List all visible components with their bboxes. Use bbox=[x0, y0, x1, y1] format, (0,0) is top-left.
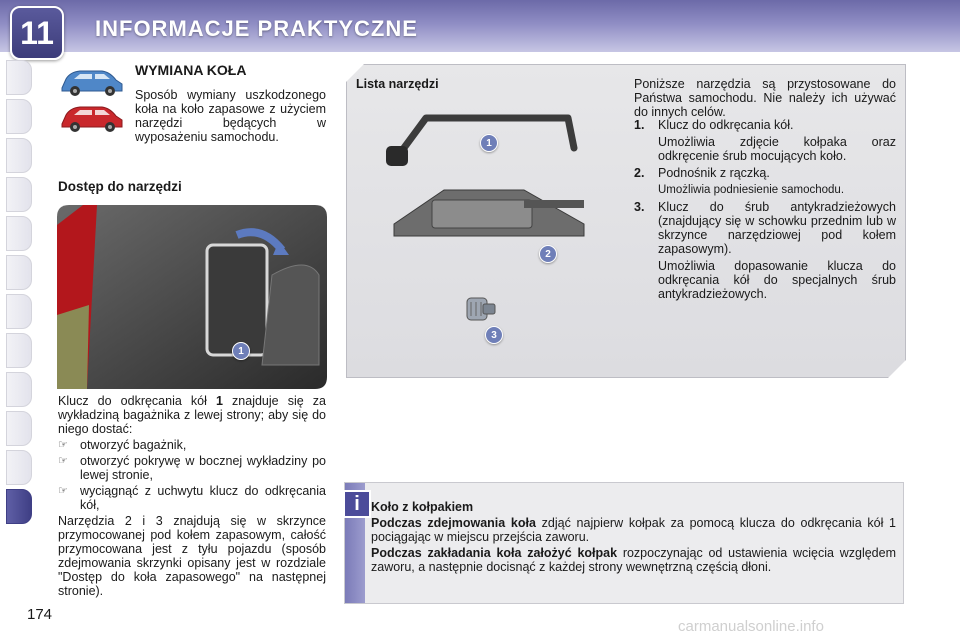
chapter-tab[interactable] bbox=[6, 294, 32, 329]
access-paragraph-1-pre: Klucz do odkręcania kół bbox=[58, 394, 216, 408]
access-paragraph-1 bbox=[58, 394, 326, 436]
tool-item bbox=[634, 166, 896, 180]
pointing-hand-icon: ☞ bbox=[58, 485, 68, 497]
tool-item-number: 3. bbox=[634, 200, 645, 214]
chapter-tab[interactable] bbox=[6, 138, 32, 173]
chapter-tab[interactable] bbox=[6, 177, 32, 212]
trunk-illustration bbox=[57, 205, 327, 389]
tool-badge-1: 1 bbox=[480, 134, 498, 152]
section-intro bbox=[58, 88, 326, 144]
chapter-tab[interactable] bbox=[6, 99, 32, 134]
tool-item bbox=[634, 118, 896, 132]
tool-item-label: Klucz do śrub antykradzieżowych (znajdujący się w schowku przednim lub w skrzynce narzędziowej pod kołem zapasowym). bbox=[658, 200, 896, 256]
tool-badge-3: 3 bbox=[485, 326, 503, 344]
chapter-tab[interactable] bbox=[6, 411, 32, 446]
chapter-tab[interactable] bbox=[6, 216, 32, 251]
access-bullet-text: wyciągnąć z uchwytu klucz do odkręcania kół, bbox=[80, 484, 326, 512]
access-paragraph-1-post: znajduje się za wykładziną bagażnika z lewej strony; aby się do niego dostać: bbox=[58, 394, 326, 436]
chapter-number-badge: 11 bbox=[10, 6, 64, 60]
tool-item-desc: Umożliwia podniesienie samochodu. bbox=[658, 184, 845, 196]
access-bullet bbox=[58, 454, 326, 482]
tool-item-number: 1. bbox=[634, 118, 645, 132]
info-paragraph-1-bold: Podczas zdejmowania koła bbox=[371, 516, 536, 530]
chapter-tabs bbox=[6, 60, 32, 528]
info-paragraph-1-text: zdjąć najpierw kołpak za pomocą klucza do odkręcania kół 1 pociągając w miejscu przejścia zaworu. bbox=[371, 516, 897, 544]
access-title: Dostęp do narzędzi bbox=[58, 179, 182, 194]
info-icon: i bbox=[343, 490, 371, 518]
info-paragraph-1 bbox=[371, 516, 896, 544]
access-paragraph-2: Narzędzia 2 i 3 znajdują się w skrzynce przymocowanej pod kołem zapasowym, całość przymocowana jest z tyłu pojazdu (sposób zdejmowania skrzynki opisany jest w rozdziale "Dostęp do koła zapasowego" na następnej stronie). bbox=[58, 514, 326, 598]
tools-intro: Poniższe narzędzia są przystosowane do Państwa samochodu. Nie należy ich używać do innych celów. bbox=[634, 77, 896, 119]
access-bullet bbox=[58, 438, 326, 452]
access-bullet-text: otworzyć bagażnik, bbox=[80, 438, 187, 452]
info-paragraph-2-bold: Podczas zakładania koła założyć kołpak bbox=[371, 546, 618, 560]
tool-item-label: Podnośnik z rączką. bbox=[658, 166, 770, 180]
info-paragraph-2-text: rozpoczynając od ustawienia wcięcia względem zaworu, a następnie docisnąć z każdej strony wewnętrzną częścią dłoni. bbox=[371, 546, 896, 574]
tool-item-desc: Umożliwia dopasowanie klucza do odkręcania kół do specjalnych śrub antykradzieżowych. bbox=[658, 259, 896, 301]
chapter-tab[interactable] bbox=[6, 450, 32, 485]
chapter-tab[interactable] bbox=[6, 255, 32, 290]
section-intro-text: Sposób wymiany uszkodzonego koła na koło zapasowe z użyciem narzędzi będących w wyposażeniu samochodu. bbox=[135, 88, 326, 144]
anti-theft-key-illustration bbox=[463, 292, 499, 328]
chapter-tab[interactable] bbox=[6, 333, 32, 368]
tool-item bbox=[634, 200, 896, 256]
pointing-hand-icon: ☞ bbox=[58, 455, 68, 467]
access-bullet-text: otworzyć pokrywę w bocznej wykładziny po lewej stronie, bbox=[80, 454, 326, 482]
tool-badge-2: 2 bbox=[539, 245, 557, 263]
access-paragraph-1-num: 1 bbox=[216, 394, 223, 408]
tools-list bbox=[634, 118, 896, 304]
page-number: 174 bbox=[27, 606, 53, 623]
info-title: Koło z kołpakiem bbox=[371, 500, 474, 514]
tool-item-number: 2. bbox=[634, 166, 645, 180]
watermark: carmanualsonline.info bbox=[678, 618, 824, 635]
tool-item-desc: Umożliwia zdjęcie kołpaka oraz odkręcenie śrub mocujących koło. bbox=[658, 135, 896, 163]
pointing-hand-icon: ☞ bbox=[58, 439, 68, 451]
info-paragraph-2 bbox=[371, 546, 896, 574]
jack-illustration bbox=[384, 184, 594, 250]
chapter-title: INFORMACJE PRAKTYCZNE bbox=[95, 16, 418, 41]
section-title: WYMIANA KOŁA bbox=[135, 62, 247, 78]
info-content bbox=[371, 500, 896, 574]
access-body bbox=[58, 394, 326, 598]
trunk-callout-badge: 1 bbox=[232, 342, 250, 360]
tools-title: Lista narzędzi bbox=[356, 77, 439, 91]
chapter-tab[interactable] bbox=[6, 60, 32, 95]
chapter-tab-active[interactable] bbox=[6, 489, 32, 524]
access-bullet bbox=[58, 484, 326, 512]
chapter-tab[interactable] bbox=[6, 372, 32, 407]
tool-item-label: Klucz do odkręcania kół. bbox=[658, 118, 794, 132]
